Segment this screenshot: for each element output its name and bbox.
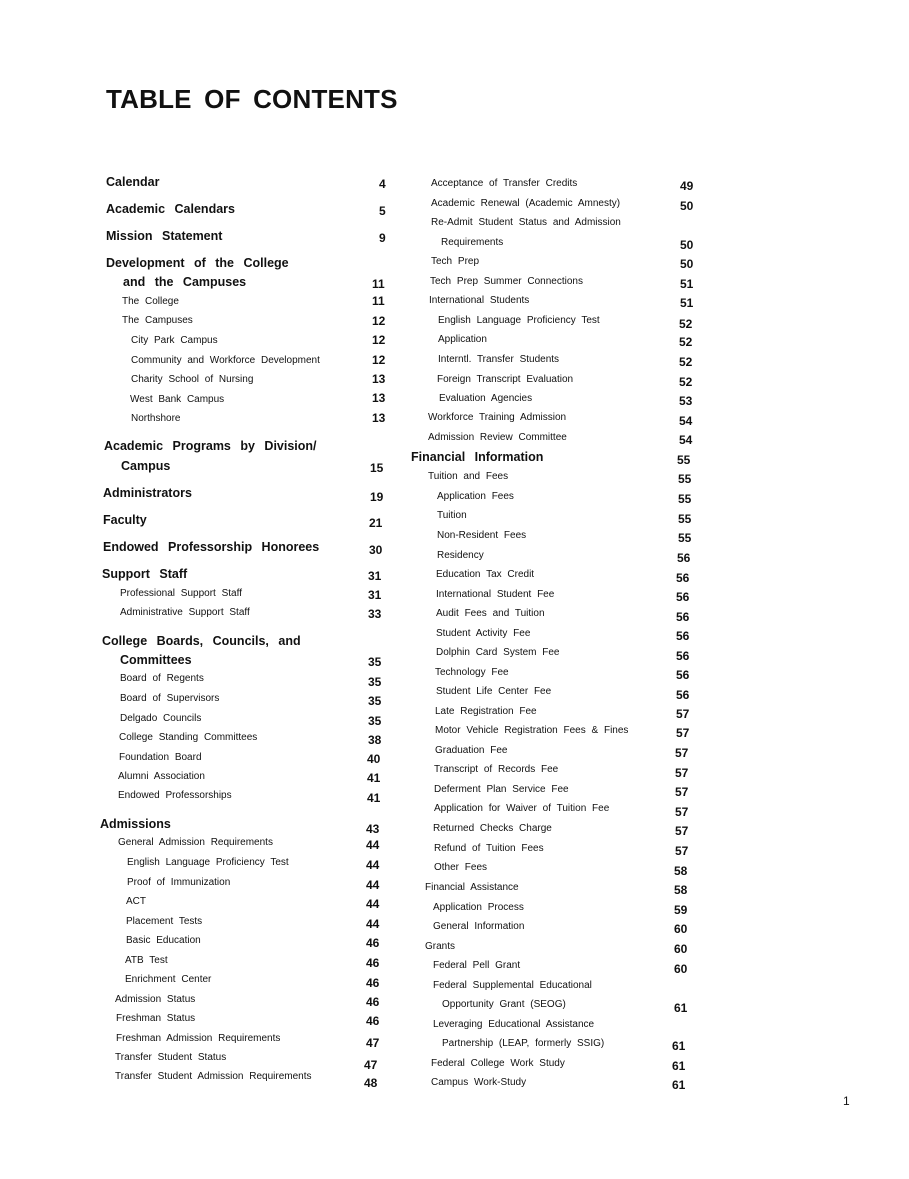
toc-entry-page: 49 <box>680 179 694 193</box>
toc-entry-page: 58 <box>674 864 688 878</box>
toc-entry-page: 31 <box>368 588 382 602</box>
toc-entry-page: 57 <box>675 824 689 838</box>
toc-entry-label: Tech Prep Summer Connections <box>430 276 583 287</box>
toc-entry-page: 35 <box>368 714 382 728</box>
toc-entry-label: Campus Work-Study <box>431 1077 527 1088</box>
toc-entry-page: 44 <box>366 917 380 931</box>
toc-entry-label: Grants <box>425 941 456 952</box>
toc-entry-label: International Students <box>429 295 530 306</box>
toc-entry-label: Audit Fees and Tuition <box>436 608 545 619</box>
toc-entry-label: Enrichment Center <box>125 974 212 985</box>
toc-entry-label: Placement Tests <box>126 916 203 927</box>
toc-entry-page: 61 <box>672 1039 686 1053</box>
toc-entry-page: 51 <box>680 277 694 291</box>
toc-entry-label: Motor Vehicle Registration Fees & Fines <box>435 725 629 736</box>
toc-entry-page: 50 <box>680 238 694 252</box>
toc-entry-label: Mission Statement <box>106 229 223 243</box>
toc-entry-label: Transcript of Records Fee <box>434 764 559 775</box>
toc-entry-label: The Campuses <box>122 315 193 326</box>
toc-entry-page: 21 <box>369 516 383 530</box>
toc-entry-label: Late Registration Fee <box>435 706 537 717</box>
toc-entry-page: 35 <box>368 675 382 689</box>
toc-entry-page: 52 <box>679 335 693 349</box>
toc-entry-label: Student Life Center Fee <box>436 686 552 697</box>
toc-entry-page: 54 <box>679 433 693 447</box>
toc-entry-page: 35 <box>368 694 382 708</box>
toc-entry-page: 52 <box>679 375 693 389</box>
toc-entry-label: Calendar <box>106 175 160 189</box>
toc-entry-label: Other Fees <box>434 862 488 873</box>
toc-entry-page: 52 <box>679 355 693 369</box>
toc-entry-label: Administrative Support Staff <box>120 607 250 618</box>
toc-entry-label: Endowed Professorship Honorees <box>103 540 320 554</box>
toc-entry-page: 30 <box>369 543 383 557</box>
toc-entry-page: 46 <box>366 936 380 950</box>
toc-entry-label: Application Fees <box>437 491 514 502</box>
toc-entry-page: 50 <box>680 257 694 271</box>
toc-entry-label: Freshman Admission Requirements <box>116 1033 281 1044</box>
toc-entry-page: 56 <box>677 551 691 565</box>
toc-entry-page: 56 <box>676 668 690 682</box>
toc-entry-page: 56 <box>676 590 690 604</box>
toc-entry-label: Student Activity Fee <box>436 628 531 639</box>
toc-entry-label: and the Campuses <box>123 275 247 289</box>
toc-entry-page: 47 <box>366 1036 380 1050</box>
toc-entry-page: 4 <box>379 177 386 191</box>
toc-entry-label: City Park Campus <box>131 335 218 346</box>
toc-entry-page: 61 <box>672 1078 686 1092</box>
toc-entry-label: Endowed Professorships <box>118 790 232 801</box>
toc-entry-label: General Information <box>433 921 525 932</box>
toc-entry-page: 53 <box>679 394 693 408</box>
toc-entry-label: Tech Prep <box>431 256 480 267</box>
toc-entry-label: Residency <box>437 550 484 561</box>
toc-entry-label: Transfer Student Status <box>115 1052 227 1063</box>
toc-entry-label: Admissions <box>100 817 171 831</box>
toc-entry-label: Application Process <box>433 902 524 913</box>
toc-entry-label: Transfer Student Admission Requirements <box>115 1071 312 1082</box>
toc-entry-label: College Standing Committees <box>119 732 258 743</box>
toc-entry-label: Education Tax Credit <box>436 569 535 580</box>
toc-entry-label: Federal Supplemental Educational <box>433 980 592 991</box>
toc-entry-page: 12 <box>372 353 386 367</box>
toc-entry-page: 56 <box>676 688 690 702</box>
toc-entry-label: Development of the College <box>106 256 289 270</box>
toc-entry-label: Committees <box>120 653 192 667</box>
toc-entry-page: 46 <box>366 976 380 990</box>
toc-entry-label: Freshman Status <box>116 1013 196 1024</box>
toc-entry-label: Financial Assistance <box>425 882 519 893</box>
toc-entry-page: 56 <box>676 629 690 643</box>
toc-entry-label: College Boards, Councils, and <box>102 634 301 648</box>
toc-entry-label: Admission Review Committee <box>428 432 567 443</box>
toc-entry-label: Admission Status <box>115 994 196 1005</box>
toc-entry-label: Delgado Councils <box>120 713 202 724</box>
toc-entry-label: Academic Renewal (Academic Amnesty) <box>431 198 621 209</box>
toc-entry-page: 55 <box>678 512 692 526</box>
toc-entry-page: 46 <box>366 956 380 970</box>
toc-entry-page: 44 <box>366 858 380 872</box>
toc-entry-page: 52 <box>679 317 693 331</box>
toc-entry-label: Alumni Association <box>118 771 205 782</box>
toc-entry-page: 57 <box>675 746 689 760</box>
toc-entry-page: 46 <box>366 1014 380 1028</box>
toc-entry-label: Northshore <box>131 413 181 424</box>
toc-entry-label: Requirements <box>441 237 504 248</box>
toc-entry-page: 57 <box>676 707 690 721</box>
toc-entry-page: 61 <box>672 1059 686 1073</box>
toc-entry-label: Professional Support Staff <box>120 588 242 599</box>
toc-entry-page: 47 <box>364 1058 378 1072</box>
toc-entry-page: 13 <box>372 391 386 405</box>
toc-entry-page: 58 <box>674 883 688 897</box>
toc-entry-page: 57 <box>675 805 689 819</box>
toc-entry-page: 57 <box>675 766 689 780</box>
toc-entry-label: Deferment Plan Service Fee <box>434 784 569 795</box>
toc-entry-page: 13 <box>372 411 386 425</box>
toc-entry-label: Application for Waiver of Tuition Fee <box>434 803 610 814</box>
toc-entry-label: Financial Information <box>411 450 544 464</box>
toc-entry-label: Community and Workforce Development <box>131 355 320 366</box>
toc-entry-page: 44 <box>366 838 380 852</box>
toc-entry-label: English Language Proficiency Test <box>438 315 600 326</box>
toc-entry-page: 41 <box>367 771 381 785</box>
toc-entry-label: Interntl. Transfer Students <box>438 354 560 365</box>
toc-entry-label: Evaluation Agencies <box>439 393 533 404</box>
toc-entry-page: 40 <box>367 752 381 766</box>
toc-entry-label: Campus <box>121 459 171 473</box>
toc-entry-page: 44 <box>366 897 380 911</box>
toc-entry-label: Federal Pell Grant <box>433 960 521 971</box>
toc-entry-page: 56 <box>676 649 690 663</box>
toc-entry-page: 60 <box>674 922 688 936</box>
toc-entry-page: 56 <box>676 610 690 624</box>
toc-entry-page: 60 <box>674 942 688 956</box>
toc-entry-label: Board of Supervisors <box>120 693 220 704</box>
toc-entry-label: International Student Fee <box>436 589 555 600</box>
toc-entry-page: 46 <box>366 995 380 1009</box>
toc-entry-page: 55 <box>678 531 692 545</box>
toc-entry-label: Academic Programs by Division/ <box>104 439 317 453</box>
toc-entry-page: 56 <box>676 571 690 585</box>
toc-entry-label: Partnership (LEAP, formerly SSIG) <box>442 1038 605 1049</box>
toc-entry-page: 55 <box>677 453 691 467</box>
toc-entry-label: Tuition <box>437 510 467 521</box>
toc-entry-page: 12 <box>372 314 386 328</box>
toc-entry-page: 11 <box>372 294 385 308</box>
toc-entry-label: Graduation Fee <box>435 745 508 756</box>
toc-entry-label: Board of Regents <box>120 673 204 684</box>
toc-entry-page: 48 <box>364 1076 378 1090</box>
toc-entry-label: The College <box>122 296 179 307</box>
toc-entry-label: English Language Proficiency Test <box>127 857 289 868</box>
toc-entry-page: 31 <box>368 569 382 583</box>
toc-entry-page: 50 <box>680 199 694 213</box>
toc-entry-label: Administrators <box>103 486 192 500</box>
toc-entry-page: 9 <box>379 231 386 245</box>
toc-entry-label: Refund of Tuition Fees <box>434 843 544 854</box>
toc-entry-label: Proof of Immunization <box>127 877 231 888</box>
toc-entry-page: 43 <box>366 822 380 836</box>
toc-entry-label: General Admission Requirements <box>118 837 273 848</box>
toc-entry-page: 35 <box>368 655 382 669</box>
toc-entry-label: Foreign Transcript Evaluation <box>437 374 574 385</box>
toc-entry-page: 55 <box>678 472 692 486</box>
toc-entry-label: Application <box>438 334 487 345</box>
toc-entry-page: 57 <box>676 726 690 740</box>
toc-entry-page: 44 <box>366 878 380 892</box>
toc-entry-label: Tuition and Fees <box>428 471 509 482</box>
toc-entry-page: 15 <box>370 461 384 475</box>
toc-entry-label: Foundation Board <box>119 752 202 763</box>
toc-entry-label: Returned Checks Charge <box>433 823 552 834</box>
toc-entry-label: Opportunity Grant (SEOG) <box>442 999 566 1010</box>
toc-entry-page: 33 <box>368 607 382 621</box>
page-number: 1 <box>843 1094 850 1108</box>
toc-entry-page: 60 <box>674 962 688 976</box>
toc-entry-page: 19 <box>370 490 384 504</box>
toc-entry-label: Technology Fee <box>435 667 509 678</box>
toc-entry-page: 11 <box>372 277 385 291</box>
toc-entry-page: 55 <box>678 492 692 506</box>
toc-entry-page: 57 <box>675 844 689 858</box>
toc-entry-label: West Bank Campus <box>130 394 225 405</box>
toc-entry-page: 12 <box>372 333 386 347</box>
toc-entry-page: 57 <box>675 785 689 799</box>
toc-entry-label: Dolphin Card System Fee <box>436 647 560 658</box>
toc-entry-page: 51 <box>680 296 694 310</box>
toc-entry-page: 38 <box>368 733 382 747</box>
toc-entry-label: Support Staff <box>102 567 188 581</box>
toc-entry-label: Faculty <box>103 513 147 527</box>
toc-entry-label: Non-Resident Fees <box>437 530 527 541</box>
toc-entry-label: Re-Admit Student Status and Admission <box>431 217 621 228</box>
toc-entry-page: 5 <box>379 204 386 218</box>
toc-entry-label: ACT <box>126 896 146 907</box>
toc-entry-label: Federal College Work Study <box>431 1058 565 1069</box>
toc-entry-label: Academic Calendars <box>106 202 235 216</box>
toc-entry-page: 59 <box>674 903 688 917</box>
toc-entry-label: Acceptance of Transfer Credits <box>431 178 578 189</box>
page-title: TABLE OF CONTENTS <box>106 84 398 114</box>
toc-entry-page: 41 <box>367 791 381 805</box>
toc-entry-label: Basic Education <box>126 935 201 946</box>
toc-entry-label: Charity School of Nursing <box>131 374 254 385</box>
toc-entry-label: ATB Test <box>125 955 168 966</box>
toc-entry-page: 13 <box>372 372 386 386</box>
toc-entry-label: Workforce Training Admission <box>428 412 567 423</box>
toc-entry-page: 61 <box>674 1001 688 1015</box>
toc-entry-page: 54 <box>679 414 693 428</box>
toc-entry-label: Leveraging Educational Assistance <box>433 1019 595 1030</box>
